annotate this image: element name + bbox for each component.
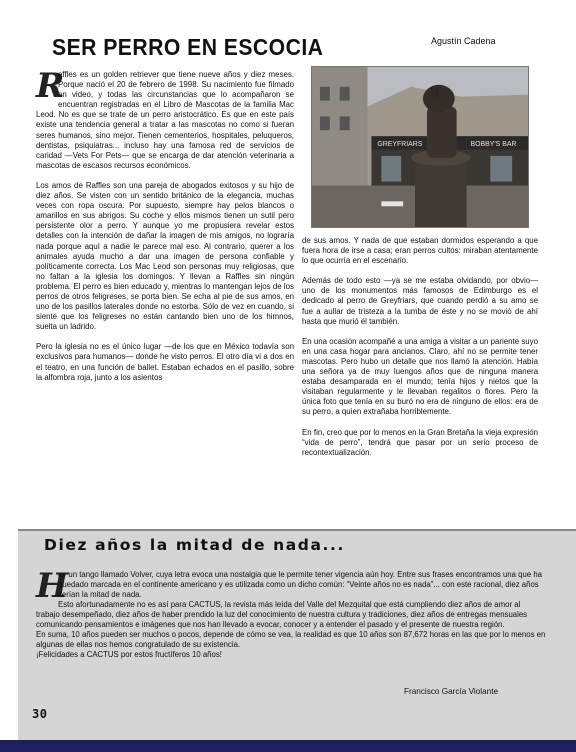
article-column-left: [36, 66, 294, 393]
page-number: 30: [32, 707, 48, 721]
bottom-color-band: [0, 740, 576, 752]
sidebar-paragraph-2: Esto afortunadamente no es así para CACTUS, la revista más leída del Valle del Mezquital que está cumpliendo diez años de amor al trabajo desempeñado, diez años de haber prendido la luz del conocimiento de nuestra cultura y tradiciones, diez años de entregas mensuales comunicando pensamientos e imágenes que nos han llevado a evocar, conocer y a entender el pasado y el presente de nuestra región.: [36, 600, 528, 629]
article-paragraph-1-text: affles es un golden retriever que tiene nueve años y diez meses. Porque nació el 20 de febrero de 1998. Su nacimiento fue filmado en video, y todas las circunstancias que lo acompañaron se encuentran registradas en el Libro de Mascotas de la familia Mac Leod. No es que se trate de un perro aristocrático. Es que en este país existe una tendencia general a tratar a las mascotas no como si fueran seres humanos, sino mejor. Tienen cementerios, hospitales, peluqueros, dentistas, psiquiatras... incluso hay una famosa red de servicios de caridad —Vets For Pets— que se encarga de dar atención veterinaria a mascotas de escasos recursos económicos.: [36, 70, 294, 170]
dropcap-letter: R: [36, 66, 65, 106]
sidebar-paragraph-1-text: ay un tango llamado Volver, cuya letra evoca una nostalgia que le permite tener vigencia aún hoy. Entre sus frases encontramos una que ha quedado marcada en el continente americano y es utilizada como un dicho común: “Veinte años no es nada”... con este racional, diez años serían la mitad de nada.: [58, 570, 542, 599]
sidebar-dropcap: H: [36, 566, 69, 606]
greyfriars-bobby-photo: [311, 66, 529, 228]
pub-sign-right: BOBBY'S BAR: [470, 141, 517, 149]
sidebar-body: [36, 566, 546, 660]
article-paragraph-2: Los amos de Raffles son una pareja de abogados exitosos y su hijo de diez años. Se visten con un sentido británico de la elegancia, muchas veces con ropa oscura. Por supuesto, siempre hay pelos blancos o amarillos en sus abrigos. Su coche y ellos mismos tienen un sutil pero persistente olor a perro. Y aunque yo me propusiera revelar estos detalles con la intención de dañar la imagen de mis amigos, no lograría nada porque aquí a nadie le parece mal eso. Al contrario, querer a los animales ayuda mucho a dar una imagen de persona confiable y políticamente correcta. Los Mac Leod son personas muy religiosas, que no faltan a la iglesia los domingos. Y llevan a Raffles sin ningún problema. El perro es bien educado y, mientras lo mantengan lejos de los perros de otros feligreses, se porta bien. Se echa al pie de sus amos, en uno de los pasillos laterales donde no estorba. Sólo de vez en cuando, si siente que los feligreses no están cantando bien uno de los himnos, suelta un ladrido.: [36, 180, 294, 332]
sidebar-signature: Francisco García Violante: [404, 687, 499, 696]
sidebar-paragraph-3: En suma, 10 años pueden ser muchos o pocos, depende de cómo se vea, la realidad es que 10 años son 87,672 horas en las que por lo menos en algunas de ellas nos hemos congratulado de su existencia.: [36, 630, 546, 649]
article-paragraph-6: En una ocasión acompañé a una amiga a visitar a un pariente suyo en una casa hogar para ancianos. Claro, ahí no se permite tener mascotas. Pero hubo un detalle que nos llamó la atención. Había una señora ya de muy luengos años que de ninguna manera estaba desamparada en el mundo; tenía hijos y nietos que la visitaban regularmente y le llevaban regalitos o flores. Pero la única foto que tenía en su buró no era de ninguno de ellos: era de su perro, a quien extrañaba horriblemente.: [302, 336, 538, 417]
article-column-right: [302, 236, 538, 468]
article-author: Agustín Cadena: [431, 36, 496, 46]
article-paragraph-5: Además de todo esto —ya se me estaba olvidando, por obvio— uno de los monumentos más famosos de Edimburgo es el dedicado al perro de Greyfriars, que cuando perdió a su amo se fue a aullar de tristeza a la tumba de éste y no se movió de ahí hasta que murió él también.: [302, 276, 538, 326]
photo-illustration: [312, 67, 528, 227]
sidebar-left-margin: [0, 529, 18, 752]
sidebar-title: Diez años la mitad de nada...: [44, 536, 345, 554]
article-paragraph-3: Pero la iglesia no es el único lugar —de los que en México todavía son exclusivos para humanos— donde he visto perros. El otro día vi a dos en el teatro, en una función de ballet. Estaban echados en el pasillo, sobre la alfombra roja, junto a los asientos: [36, 342, 294, 382]
sidebar-paragraph-4: ¡Felicidades a CACTUS por estos fructíferos 10 años!: [36, 650, 222, 659]
article-title: SER PERRO EN ESCOCIA: [52, 34, 324, 60]
sidebar-paragraph-1: [36, 566, 546, 606]
article-paragraph-1: [36, 66, 294, 171]
article-paragraph-7: En fin, creo que por lo menos en la Gran Bretaña la vieja expresión “vida de perro”, tendrá que pasar por un serio proceso de recontextualización.: [302, 427, 538, 457]
pub-sign-left: GREYFRIARS: [377, 141, 423, 149]
article-paragraph-4: de sus amos. Y nada de que estaban dormidos esperando a que fuera hora de irse a casa; eran perros cultos: miraban atentamente lo que ocurría en el escenario.: [302, 236, 538, 266]
